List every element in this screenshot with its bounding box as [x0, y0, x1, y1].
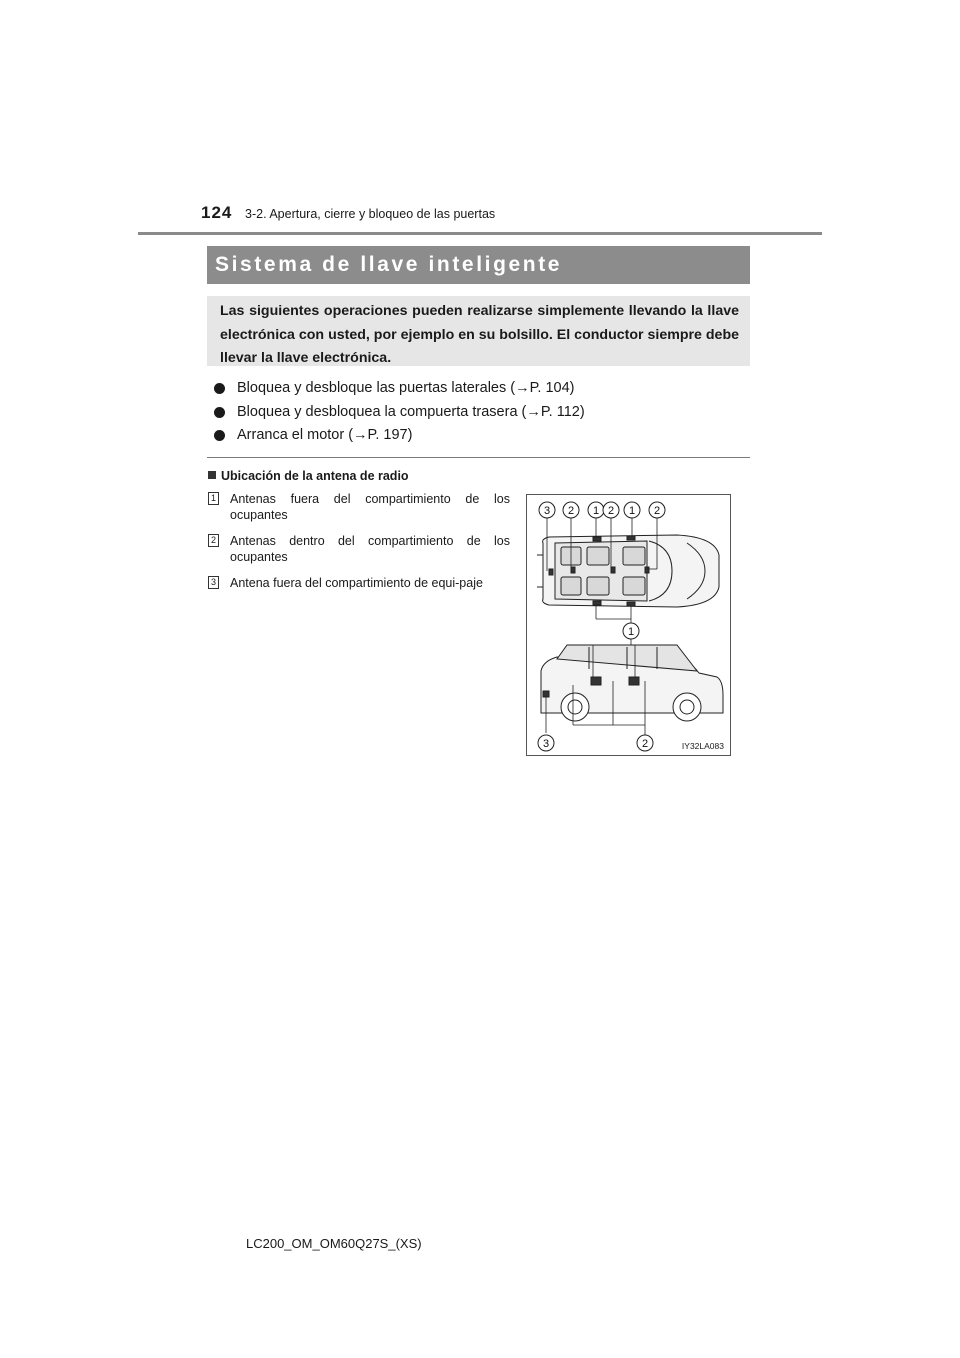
legend-item	[210, 575, 510, 591]
legend-item	[210, 533, 510, 565]
vehicle-top-view	[537, 535, 719, 607]
intro-text: Las siguientes operaciones pueden realizarse simplemente llevando la llave electrónica con usted, por ejemplo en su bolsillo. El conductor siempre debe llevar la llave electrónica.	[220, 303, 739, 366]
bullet-icon	[214, 383, 225, 394]
callout-label: 2	[641, 738, 649, 750]
vehicle-diagram	[527, 495, 730, 755]
antenna-location-figure	[526, 494, 731, 756]
intro-box	[207, 296, 750, 366]
list-item	[214, 424, 585, 448]
page-number: 124	[201, 203, 233, 222]
header-divider	[138, 232, 822, 235]
legend-number: 1	[208, 492, 219, 505]
sub-heading	[208, 469, 409, 483]
callout-label: 1	[627, 626, 635, 638]
footer-document-code: LC200_OM_OM60Q27S_(XS)	[246, 1236, 422, 1251]
callout-label: 2	[567, 505, 575, 517]
callout-label: 3	[543, 505, 551, 517]
callout-label: 2	[607, 505, 615, 517]
list-item-text: Bloquea y desbloquea la compuerta trasera (→P. 112)	[237, 403, 585, 420]
legend-number: 3	[208, 576, 219, 589]
legend-text: Antenas fuera del compartimiento de los ocupantes	[230, 492, 510, 522]
list-item	[214, 377, 585, 401]
callout-label: 2	[653, 505, 661, 517]
section-reference: 3-2. Apertura, cierre y bloqueo de las puertas	[245, 207, 496, 221]
bullet-icon	[214, 430, 225, 441]
square-bullet-icon	[208, 471, 216, 479]
list-item-text: Bloquea y desbloque las puertas laterales (→P. 104)	[237, 380, 575, 397]
legend-text: Antenas dentro del compartimiento de los ocupantes	[230, 534, 510, 564]
legend-item	[210, 491, 510, 523]
page-title: Sistema de llave inteligente	[207, 246, 750, 284]
list-item	[214, 401, 585, 425]
callout-label: 1	[592, 505, 600, 517]
list-item-text: Arranca el motor (→P. 197)	[237, 427, 413, 444]
legend-number: 2	[208, 534, 219, 547]
section-divider	[207, 457, 750, 458]
legend-text: Antena fuera del compartimiento de equi-paje	[230, 576, 483, 590]
feature-list	[214, 377, 585, 448]
figure-code: IY32LA083	[681, 741, 724, 751]
callout-label: 1	[628, 505, 636, 517]
sub-heading-text: Ubicación de la antena de radio	[221, 469, 409, 483]
vehicle-side-view	[541, 645, 723, 721]
bullet-icon	[214, 407, 225, 418]
callout-label: 3	[542, 738, 550, 750]
